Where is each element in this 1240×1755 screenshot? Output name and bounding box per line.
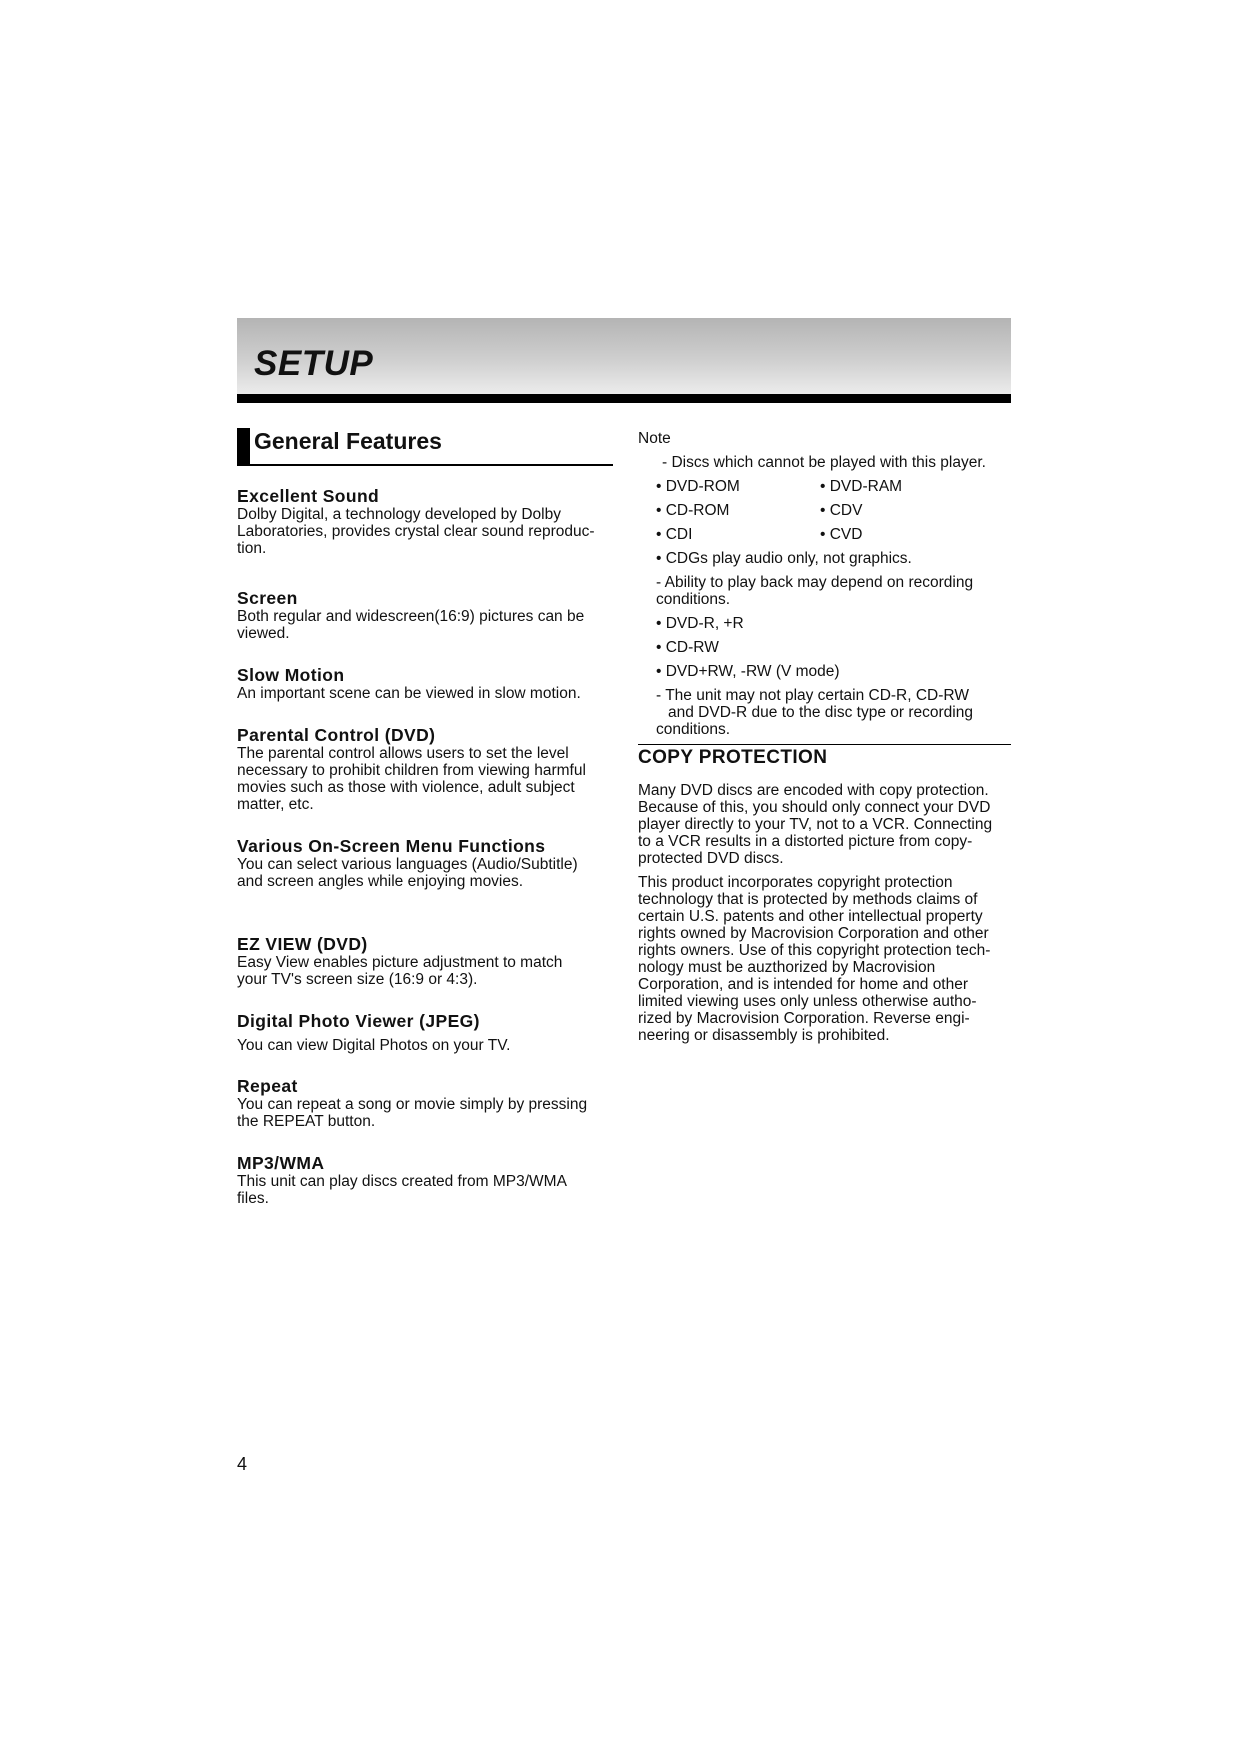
feature-line: The parental control allows users to set the level — [237, 745, 569, 762]
feature-parental-control — [237, 725, 613, 813]
disc-row — [638, 478, 1011, 495]
note-line: - Ability to play back may depend on recording — [656, 574, 974, 591]
page-number: 4 — [237, 1454, 248, 1474]
feature-line: necessary to prohibit children from viewing harmful — [237, 762, 586, 779]
copy-line: to a VCR results in a distorted picture from copy- — [638, 833, 973, 850]
copy-line: rights owners. Use of this copyright protection tech- — [638, 942, 991, 959]
disc-row — [638, 526, 1011, 543]
feature-digital-photo-viewer — [237, 1011, 613, 1054]
feature-line: the REPEAT button. — [237, 1113, 376, 1130]
disc-row — [638, 502, 1011, 519]
copy-line: neering or disassembly is prohibited. — [638, 1027, 890, 1044]
feature-title: MP3/WMA — [237, 1153, 325, 1173]
disc-row — [638, 663, 1011, 680]
feature-title: Digital Photo Viewer (JPEG) — [237, 1011, 480, 1031]
copy-line: This product incorporates copyright protection — [638, 874, 953, 891]
feature-screen — [237, 588, 613, 642]
feature-line: your TV's screen size (16:9 or 4:3). — [237, 971, 478, 988]
feature-on-screen-menu — [237, 836, 613, 890]
disc-item: • DVD-RAM — [820, 478, 903, 495]
note-unplayable — [638, 454, 1011, 471]
note-label: Note — [638, 430, 671, 447]
note-ability — [638, 574, 1011, 608]
copy-line: rized by Macrovision Corporation. Reverse engi- — [638, 1010, 970, 1027]
feature-line: and screen angles while enjoying movies. — [237, 873, 524, 890]
heading-bar — [237, 428, 250, 464]
copy-protection-paragraph — [638, 782, 1011, 867]
feature-title: Various On-Screen Menu Functions — [237, 836, 546, 856]
copy-line: rights owned by Macrovision Corporation and other — [638, 925, 989, 942]
feature-title: Parental Control (DVD) — [237, 725, 436, 745]
note-line: player. — [940, 454, 986, 471]
feature-line: files. — [237, 1190, 269, 1207]
disc-item: • CDI — [656, 526, 693, 543]
feature-line: Laboratories, provides crystal clear sound reproduc- — [237, 523, 595, 540]
copy-line: Corporation, and is intended for home and other — [638, 976, 969, 993]
copy-line: player directly to your TV, not to a VCR. Connecting — [638, 816, 993, 833]
feature-line: Dolby Digital, a technology developed by Dolby — [237, 506, 561, 523]
disc-row — [638, 550, 1011, 567]
feature-line: Easy View enables picture adjustment to match — [237, 954, 563, 971]
feature-title: EZ VIEW (DVD) — [237, 934, 368, 954]
copy-line: protected DVD discs. — [638, 850, 784, 867]
feature-line: tion. — [237, 540, 267, 557]
note-line: conditions. — [656, 591, 731, 608]
feature-slow-motion — [237, 665, 613, 702]
copyright-paragraph — [638, 874, 1011, 1044]
feature-line: This unit can play discs created from MP3/WMA — [237, 1173, 567, 1190]
disc-item: • CDGs play audio only, not graphics. — [656, 550, 912, 567]
feature-title: Screen — [237, 588, 298, 608]
note-unit — [638, 687, 1011, 738]
disc-item: • DVD+RW, -RW (V mode) — [656, 663, 840, 680]
note-column — [638, 430, 1011, 1044]
feature-repeat — [237, 1076, 613, 1130]
disc-item: • CDV — [820, 502, 863, 519]
feature-ez-view — [237, 934, 613, 988]
feature-line: viewed. — [237, 625, 290, 642]
feature-mp3-wma — [237, 1153, 613, 1207]
copy-line: Many DVD discs are encoded with copy protection. — [638, 782, 989, 799]
feature-line: An important scene can be viewed in slow motion. — [237, 685, 581, 702]
note-line: and DVD-R due to the disc type or recording — [668, 704, 973, 721]
copy-line: Because of this, you should only connect your DVD — [638, 799, 991, 816]
header-rule — [237, 394, 1011, 403]
feature-title: Excellent Sound — [237, 486, 380, 506]
disc-item: • CVD — [820, 526, 863, 543]
general-features-heading — [237, 426, 613, 466]
note-line: - The unit may not play certain CD-R, CD-RW — [656, 687, 969, 704]
feature-title: Slow Motion — [237, 665, 345, 685]
note-line: - Discs which cannot be played with this — [662, 454, 936, 471]
copy-line: certain U.S. patents and other intellectual property — [638, 908, 983, 925]
feature-line: Both regular and widescreen(16:9) pictures can be — [237, 608, 585, 625]
page-title: SETUP — [254, 344, 374, 383]
general-features-column — [237, 426, 613, 1207]
section-title: General Features — [254, 428, 442, 454]
feature-line: matter, etc. — [237, 796, 314, 813]
feature-line: movies such as those with violence, adult subject — [237, 779, 575, 796]
feature-line: You can select various languages (Audio/Subtitle) — [237, 856, 578, 873]
copy-protection-heading: COPY PROTECTION — [638, 744, 1011, 769]
feature-line: You can view Digital Photos on your TV. — [237, 1037, 511, 1054]
disc-item: • CD-ROM — [656, 502, 730, 519]
disc-item: • DVD-R, +R — [656, 615, 744, 632]
disc-row — [638, 615, 1011, 632]
disc-row — [638, 639, 1011, 656]
feature-excellent-sound — [237, 486, 613, 557]
disc-item: • CD-RW — [656, 639, 719, 656]
copy-line: nology must be auzthorized by Macrovision — [638, 959, 936, 976]
feature-title: Repeat — [237, 1076, 298, 1096]
feature-line: You can repeat a song or movie simply by pressing — [237, 1096, 588, 1113]
disc-item: • DVD-ROM — [656, 478, 740, 495]
copy-line: limited viewing uses only unless otherwise autho- — [638, 993, 977, 1010]
copy-line: technology that is protected by methods claims of — [638, 891, 978, 908]
note-line: conditions. — [656, 721, 731, 738]
